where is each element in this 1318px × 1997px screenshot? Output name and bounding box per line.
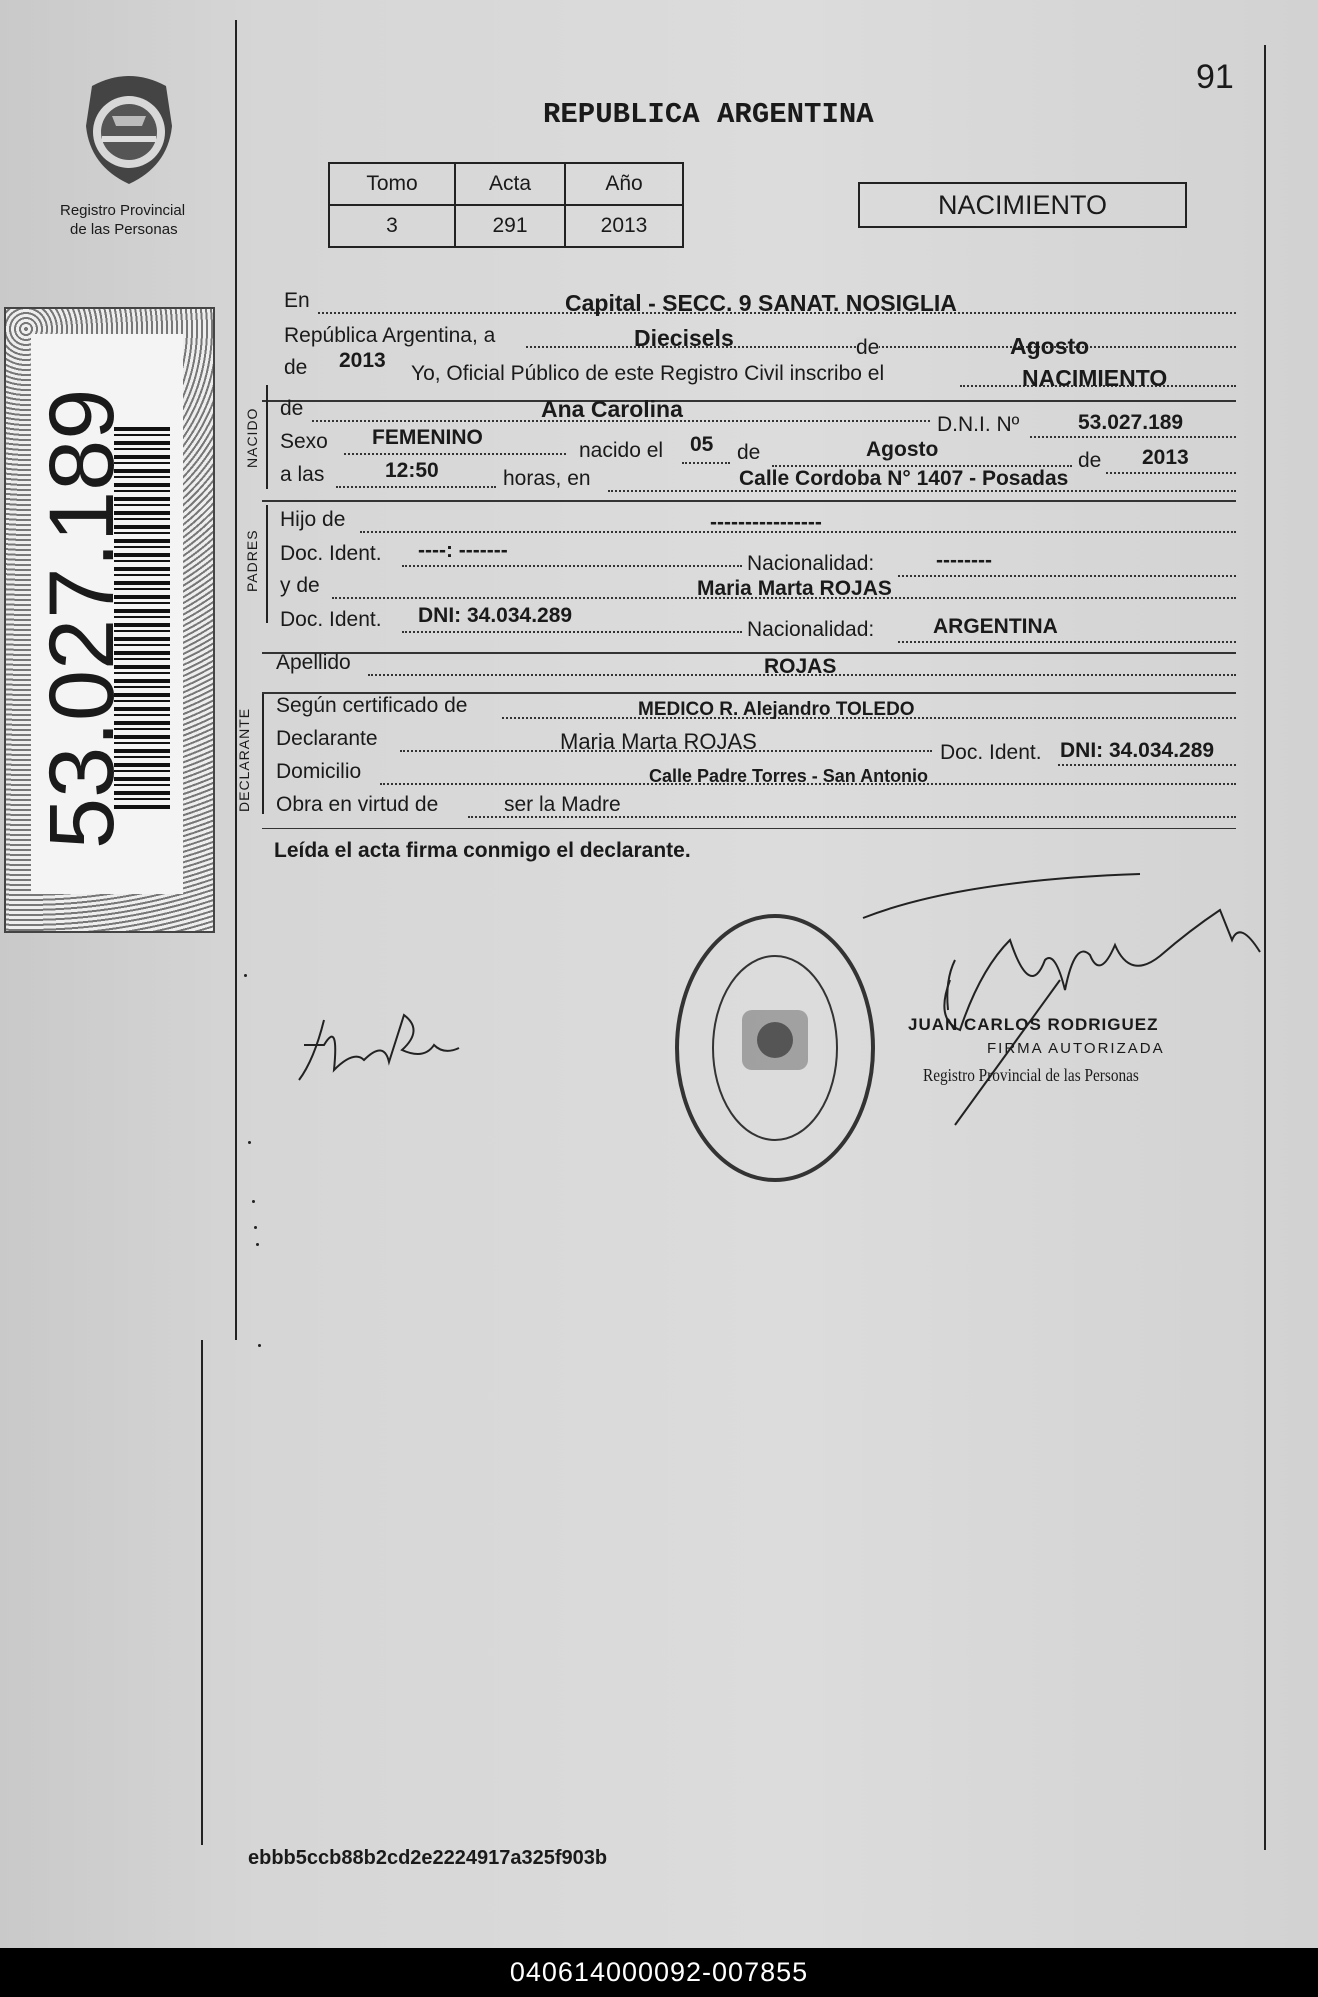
nacido-dia: 05 xyxy=(690,433,714,456)
nombre-label: de xyxy=(280,397,304,420)
apellido-value: ROJAS xyxy=(764,655,837,678)
province-logo xyxy=(72,66,186,190)
hijo-de-label: Hijo de xyxy=(280,508,346,531)
horas-en-label: horas, en xyxy=(503,467,591,490)
de-label: de xyxy=(856,336,880,359)
official-seal xyxy=(672,910,878,1186)
declarante-doc-value: DNI: 34.034.289 xyxy=(1060,739,1215,762)
padre-doc-label: Doc. Ident. xyxy=(280,542,382,565)
obra-value: ser la Madre xyxy=(504,793,621,816)
nacido-section-label: NACIDO xyxy=(244,407,260,468)
dotted-line xyxy=(682,462,730,464)
en-label: En xyxy=(284,289,310,312)
officer-role: FIRMA AUTORIZADA xyxy=(987,1040,1165,1057)
hash-code: ebbb5ccb88b2cd2e2224917a325f903b xyxy=(248,1847,608,1869)
declarante-label: Declarante xyxy=(276,727,378,750)
section-divider xyxy=(262,652,1236,654)
padre-nacionalidad-label: Nacionalidad: xyxy=(747,552,875,575)
padres-bracket xyxy=(266,505,268,623)
declarante-bracket xyxy=(262,694,264,814)
country-title: REPUBLICA ARGENTINA xyxy=(543,98,874,131)
officer-name: JUAN CARLOS RODRIGUEZ xyxy=(908,1015,1159,1034)
nacido-de2-label: de xyxy=(1078,449,1102,472)
dotted-line xyxy=(526,346,1236,348)
section-divider xyxy=(262,400,1236,402)
left-border-line xyxy=(235,20,237,1340)
dotted-line xyxy=(402,565,742,567)
leida-text: Leída el acta firma conmigo el declarante. xyxy=(274,839,691,862)
day-written: Diecisels xyxy=(634,325,734,351)
footer-code: 040614000092-007855 xyxy=(509,1957,809,1987)
margin-dot xyxy=(258,1344,261,1347)
dotted-line xyxy=(402,631,742,633)
padre-doc: ----: ------- xyxy=(418,539,508,562)
margin-dot xyxy=(244,974,247,977)
dotted-line xyxy=(898,641,1236,643)
declarante-value: Maria Marta ROJAS xyxy=(560,729,757,754)
inscribo-value: NACIMIENTO xyxy=(1022,365,1168,391)
acta-value: 291 xyxy=(455,205,565,247)
nacido-anio: 2013 xyxy=(1142,446,1189,469)
month-value: Agosto xyxy=(1010,333,1090,359)
nacido-el-label: nacido el xyxy=(579,439,664,462)
left-border-line-lower xyxy=(201,1340,203,1845)
declarante-doc-label: Doc. Ident. xyxy=(940,741,1042,764)
margin-dot xyxy=(252,1200,255,1203)
margin-dot xyxy=(248,1141,251,1144)
obra-label: Obra en virtud de xyxy=(276,793,439,816)
footer-code-bar xyxy=(0,1948,1318,1997)
apellido-label: Apellido xyxy=(276,651,351,674)
madre-nacionalidad: ARGENTINA xyxy=(933,615,1058,638)
a-las-label: a las xyxy=(280,463,325,486)
officer-signature-scribble xyxy=(860,860,1280,1130)
domicilio-label: Domicilio xyxy=(276,760,362,783)
dotted-line xyxy=(608,490,1236,492)
section-divider xyxy=(262,828,1236,829)
tomo-header: Tomo xyxy=(329,163,455,205)
padre-nacionalidad: -------- xyxy=(936,549,992,572)
nacido-mes: Agosto xyxy=(866,438,939,461)
id-barcode-panel xyxy=(4,307,215,933)
officer-office: Registro Provincial de las Personas xyxy=(923,1065,1139,1085)
dotted-line xyxy=(1058,764,1236,766)
madre-nacionalidad-label: Nacionalidad: xyxy=(747,618,875,641)
margin-dot xyxy=(254,1226,257,1229)
certificado-value: MEDICO R. Alejandro TOLEDO xyxy=(638,699,915,720)
dni-label: D.N.I. Nº xyxy=(937,413,1020,436)
domicilio-value: Calle Padre Torres - San Antonio xyxy=(649,766,929,786)
dotted-line xyxy=(336,486,496,488)
nacido-de-label: de xyxy=(737,441,761,464)
logo-caption-line2: de las Personas xyxy=(70,221,178,238)
section-divider xyxy=(262,500,1236,502)
nombre-value: Ana Carolina xyxy=(541,396,683,422)
hora-value: 12:50 xyxy=(385,459,439,482)
sexo-label: Sexo xyxy=(280,430,328,453)
declarante-section-label: DECLARANTE xyxy=(236,707,252,812)
de-year-label: de xyxy=(284,356,308,379)
lugar-value: Calle Cordoba N° 1407 - Posadas xyxy=(739,467,1069,490)
year-value: 2013 xyxy=(339,349,386,372)
dotted-line xyxy=(468,816,1236,818)
anio-header: Año xyxy=(565,163,683,205)
padre-nombre: ---------------- xyxy=(710,511,822,534)
certificado-label: Según certificado de xyxy=(276,694,468,717)
margin-dot xyxy=(256,1243,259,1246)
dotted-line xyxy=(1030,436,1236,438)
tomo-value: 3 xyxy=(329,205,455,247)
madre-nombre: Maria Marta ROJAS xyxy=(697,577,892,600)
nacido-bracket xyxy=(266,385,268,489)
sexo-value: FEMENINO xyxy=(372,426,483,449)
dotted-line xyxy=(344,453,566,455)
dotted-line xyxy=(898,575,1236,577)
padres-section-label: PADRES xyxy=(244,529,260,592)
dotted-line xyxy=(1106,472,1236,474)
republica-label: República Argentina, a xyxy=(284,324,496,347)
en-value: Capital - SECC. 9 SANAT. NOSIGLIA xyxy=(565,290,957,316)
record-table xyxy=(328,162,684,248)
act-type-box xyxy=(858,182,1187,228)
act-type-label: NACIMIENTO xyxy=(937,189,1107,220)
dni-value: 53.027.189 xyxy=(1078,411,1184,434)
logo-caption-line1: Registro Provincial xyxy=(60,202,186,219)
anio-value: 2013 xyxy=(565,205,683,247)
oficial-text: Yo, Oficial Público de este Registro Civil inscribo el xyxy=(411,362,885,385)
madre-doc-label: Doc. Ident. xyxy=(280,608,382,631)
y-de-label: y de xyxy=(280,574,320,597)
acta-header: Acta xyxy=(455,163,565,205)
madre-doc: DNI: 34.034.289 xyxy=(418,604,573,627)
page-number: 91 xyxy=(1196,58,1234,96)
sidebar-id-number: 53.027.189 xyxy=(31,388,133,849)
declarante-signature xyxy=(294,1000,464,1090)
